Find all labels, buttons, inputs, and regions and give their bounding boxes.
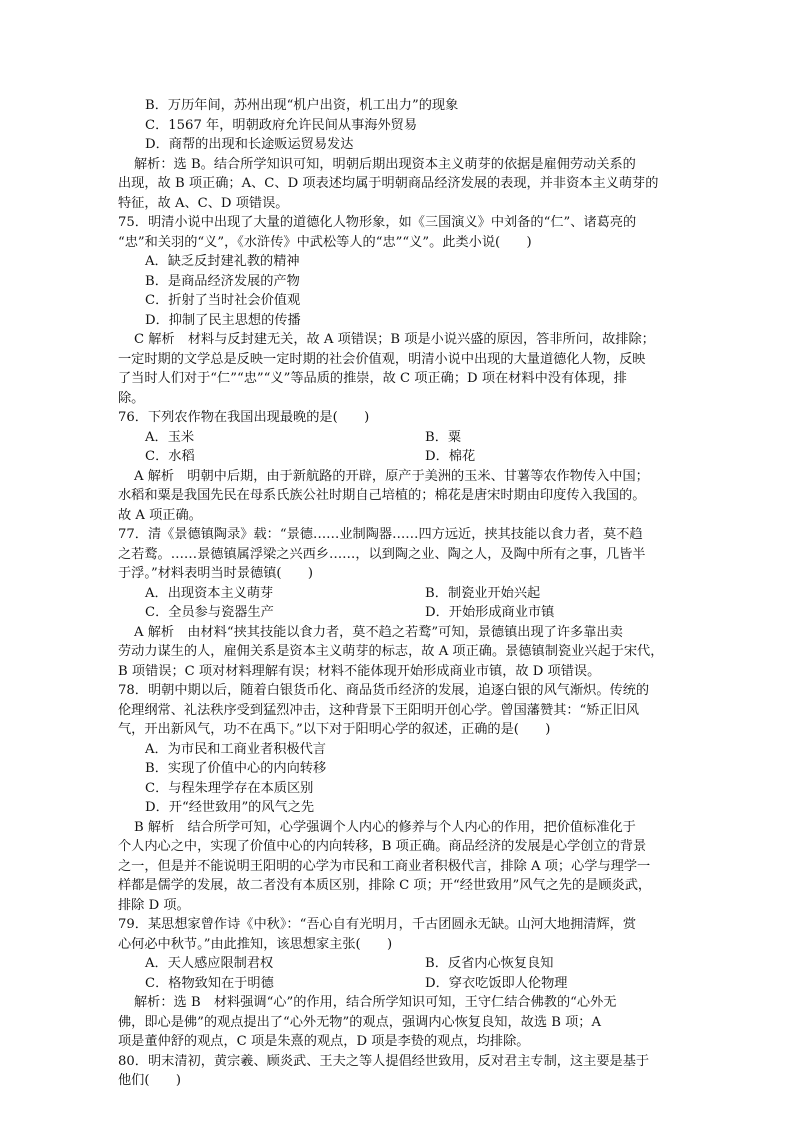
text-line: 水稻和粟是我国先民在母系氏族公社时期自己培植的；棉花是唐宋时期由印度传入我国的。 — [118, 488, 646, 503]
text-line: 80．明末清初，黄宗羲、顾炎武、王夫之等人提倡经世致用，反对君主专制，这主要是基于 — [118, 1053, 650, 1069]
option-left: A．出现资本主义萌芽 — [145, 585, 274, 601]
text-line: 77．清《景德镇陶录》载：“景德……业制陶器……四方远近，挟其技能以食力者，莫不趋 — [118, 527, 643, 542]
text-line: 76．下列农作物在我国出现最晚的是( ) — [118, 410, 370, 425]
text-line: 项是董仲舒的观点，C 项是朱熹的观点，D 项是李贽的观点，均排除。 — [118, 1034, 530, 1049]
text-line: 之一，但是并不能说明王阳明的心学为市民和工商业者积极代言，排除 A 项；心学与理学一 — [118, 858, 651, 874]
text-line: C．与程朱理学存在本质区别 — [145, 780, 314, 796]
text-line: 了当时人们对于“仁”“忠”“义”等品质的推崇，故 C 项正确；D 项在材料中没有体现，排 — [118, 371, 627, 386]
text-line: C．折射了当时社会价值观 — [145, 293, 301, 308]
text-line: A 解析 由材料“挟其技能以食力者，莫不趋之若鹜”可知，景德镇出现了许多靠出卖 — [134, 624, 623, 640]
option-left: C．格物致知在于明德 — [145, 975, 274, 991]
option-right: D．棉花 — [425, 449, 476, 464]
text-line: 排除 D 项。 — [118, 897, 190, 913]
option-right: D．开始形成商业市镇 — [425, 605, 555, 620]
text-line: 79．某思想家曾作诗《中秋》：“吾心自有光明月，千古团圆永无缺。山河大地拥清辉，赏 — [118, 917, 637, 932]
text-line: 心何必中秋节。”由此推知，该思想家主张( ) — [118, 936, 393, 952]
option-row — [118, 603, 676, 623]
option-left: A．玉米 — [145, 429, 195, 445]
text-line: 劳动力谋生的人，雇佣关系是资本主义萌芽的标志，故 A 项正确。景德镇制瓷业兴起于宋代， — [118, 644, 664, 659]
option-row — [118, 584, 676, 604]
text-line: A．缺乏反封建礼教的精神 — [145, 254, 300, 269]
text-line: 他们( ) — [118, 1073, 182, 1088]
option-right: B．反省内心恢复良知 — [425, 956, 554, 971]
text-line: 75．明清小说中出现了大量的道德化人物形象，如《三国演义》中刘备的“仁”、诸葛亮的 — [118, 215, 637, 230]
text-line: 气，开出新风气，功不在禹下。”以下对于阳明心学的叙述，正确的是( ) — [118, 722, 551, 737]
option-right: D．穿衣吃饭即人伦物理 — [425, 975, 568, 991]
text-line: B 解析 结合所学可知，心学强调个人内心的修养与个人内心的作用，把价值标准化于 — [134, 819, 636, 835]
text-line: 特征，故 A、C、D 项错误。 — [118, 195, 289, 211]
text-line: 出现，故 B 项正确；A、C、D 项表述均属于明朝商品经济发展的表现，并非资本主义萌芽的 — [118, 176, 659, 191]
option-row — [118, 954, 676, 974]
text-line: 佛，即心是佛”的观点提出了“心外无物”的观点，强调内心恢复良知，故选 B 项；A — [118, 1014, 602, 1030]
text-line: 解析：选 B。结合所学知识可知，明朝后期出现资本主义萌芽的依据是雇佣劳动关系的 — [134, 156, 636, 172]
text-line: 于浮。”材料表明当时景德镇( ) — [118, 566, 314, 581]
text-line: 之若鹜。……景德镇属浮梁之兴西乡……，以到陶之业、陶之人，及陶中所有之事，几皆半 — [118, 546, 646, 562]
text-line: C 解析 材料与反封建无关，故 A 项错误；B 项是小说兴盛的原因，答非所问，故排除； — [134, 332, 655, 347]
text-line: D．开“经世致用”的风气之先 — [145, 800, 315, 815]
text-line: D．商帮的出现和长途贩运贸易发达 — [145, 137, 354, 152]
text-line: 除。 — [118, 390, 145, 406]
text-line: 样都是儒学的发展，故二者没有本质区别，排除 C 项；开“经世致用”风气之先的是顾炎武， — [118, 878, 652, 893]
option-left: A．天人感应限制君权 — [145, 956, 274, 971]
option-row — [118, 974, 676, 994]
text-line: 伦理纲常、礼法秩序受到猛烈冲击，这种背景下王阳明开创心学。曾国藩赞其：“矫正旧风 — [118, 702, 640, 718]
text-line: “忠”和关羽的“义”，《水浒传》中武松等人的“忠”“义”。此类小说( ) — [118, 234, 532, 250]
text-line: B．实现了价值中心的内向转移 — [145, 761, 327, 776]
option-left: C．水稻 — [145, 449, 195, 464]
text-line: A．为市民和工商业者积极代言 — [145, 741, 326, 757]
text-line: C．1567 年，明朝政府允许民间从事海外贸易 — [145, 117, 418, 133]
document-body — [118, 96, 676, 1091]
text-line: B．万历年间，苏州出现“机户出资，机工出力”的现象 — [145, 98, 459, 113]
option-left: C．全员参与瓷器生产 — [145, 605, 274, 620]
option-row — [118, 447, 676, 467]
text-line: B．是商品经济发展的产物 — [145, 273, 300, 289]
option-right: B．粟 — [425, 429, 462, 445]
text-line: 解析：选 B 材料强调“心”的作用，结合所学知识可知，王守仁结合佛教的“心外无 — [134, 995, 617, 1010]
option-right: B．制瓷业开始兴起 — [425, 585, 541, 601]
text-line: 个人内心之中，实现了价值中心的内向转移，B 项正确。商品经济的发展是心学创立的背景 — [118, 839, 647, 854]
text-line: D．抑制了民主思想的传播 — [145, 312, 301, 328]
text-line: 故 A 项正确。 — [118, 507, 202, 523]
text-line: B 项错误；C 项对材料理解有误；材料不能体现开始形成商业市镇，故 D 项错误。 — [118, 663, 601, 679]
text-line: 一定时期的文学总是反映一定时期的社会价值观，明清小说中出现的大量道德化人物，反映 — [118, 351, 646, 367]
text-line: 78．明朝中期以后，随着白银货币化、商品货币经济的发展，追逐白银的风气渐炽。传统的 — [118, 683, 650, 698]
option-row — [118, 428, 676, 448]
text-line: A 解析 明朝中后期，由于新航路的开辟，原产于美洲的玉米、甘薯等农作物传入中国； — [134, 468, 649, 484]
